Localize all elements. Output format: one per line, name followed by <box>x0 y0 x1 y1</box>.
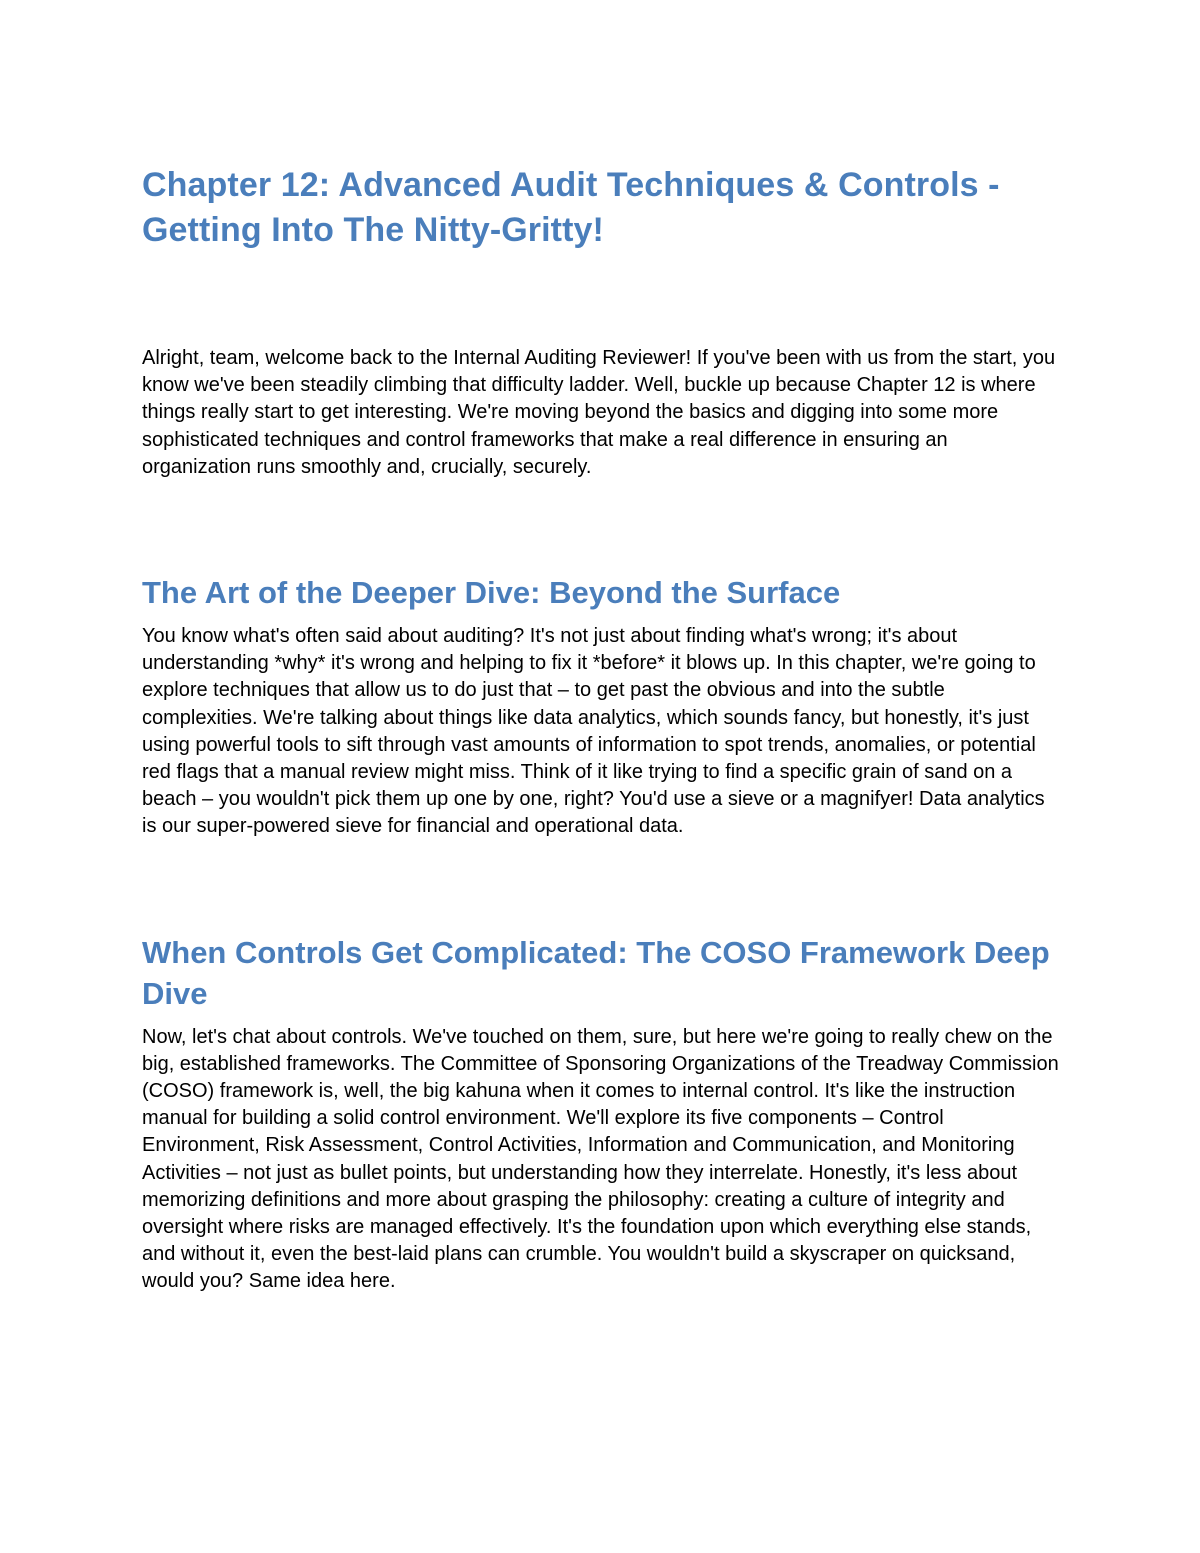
document-body <box>142 163 1062 1296</box>
section-paragraph-deeper-dive: You know what's often said about auditing? It's not just about finding what's wrong; it's about understanding *why* it's wrong and helping to fix it *before* it blows up. In this chapter, we're going to explore techniques that allow us to do just that – to get past the obvious and into the subtle complexities. We're talking about things like data analytics, which sounds fancy, but honestly, it's just using powerful tools to sift through vast amounts of information to spot trends, anomalies, or potential red flags that a manual review might miss. Think of it like trying to find a specific grain of sand on a beach – you wouldn't pick them up one by one, right? You'd use a sieve or a magnifyer! Data analytics is our super-powered sieve for financial and operational data. <box>142 625 1045 838</box>
chapter-title: Chapter 12: Advanced Audit Techniques & Controls - Getting Into The Nitty-Gritty! <box>142 166 1000 249</box>
section-paragraph-coso-framework: Now, let's chat about controls. We've touched on them, sure, but here we're going to really chew on the big, established frameworks. The Committee of Sponsoring Organizations of the Treadway Commission (COSO) framework is, well, the big kahuna when it comes to internal control. It's like the instruction manual for building a solid control environment. We'll explore its five components – Control Environment, Risk Assessment, Control Activities, Information and Communication, and Monitoring Activities – not just as bullet points, but understanding how they interrelate. Honestly, it's less about memorizing definitions and more about grasping the philosophy: creating a culture of integrity and oversight where risks are managed effectively. It's the foundation upon which everything else stands, and without it, even the best-laid plans can crumble. You wouldn't build a skyscraper on quicksand, would you? Same idea here. <box>142 1025 1059 1293</box>
section-heading-coso-framework: When Controls Get Complicated: The COSO Framework Deep Dive <box>142 934 1050 1011</box>
section-heading-deeper-dive: The Art of the Deeper Dive: Beyond the Surface <box>142 575 841 611</box>
intro-paragraph: Alright, team, welcome back to the Internal Auditing Reviewer! If you've been with us from the start, you know we've been steadily climbing that difficulty ladder. Well, buckle up because Chapter 12 is where things really start to get interesting. We're moving beyond the basics and digging into some more sophisticated techniques and control frameworks that make a real difference in ensuring an organization runs smoothly and, crucially, securely. <box>142 347 1056 478</box>
